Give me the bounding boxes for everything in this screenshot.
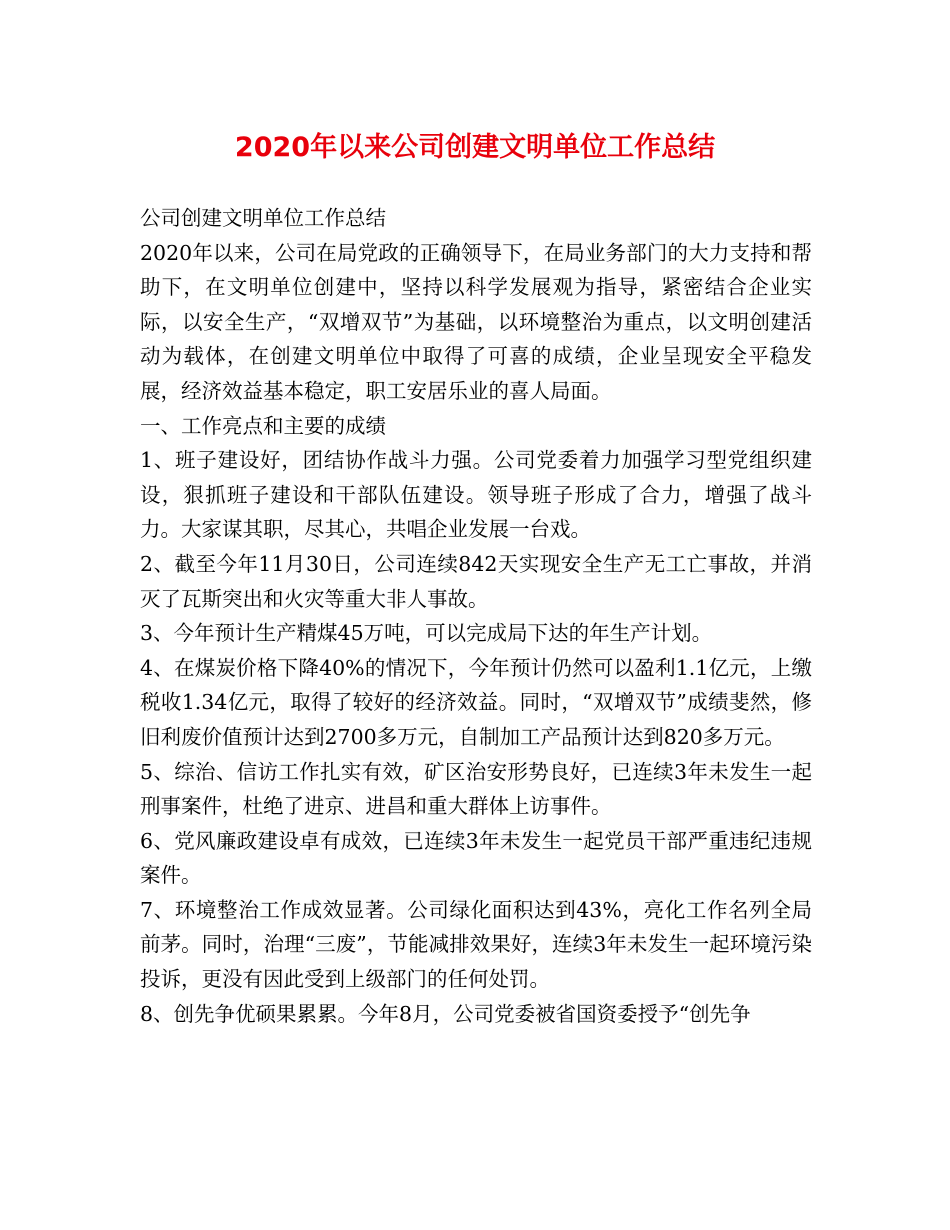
list-item: 7、环境整治工作成效显著。公司绿化面积达到43%，亮化工作名列全局前茅。同时，治理“三废”，节能减排效果好，连续3年未发生一起环境污染投诉，更没有因此受到上级部门的任何处罚。 <box>140 897 812 992</box>
list-item: 5、综治、信访工作扎实有效，矿区治安形势良好，已连续3年未发生一起刑事案件，杜绝了进京、进昌和重大群体上访事件。 <box>140 759 812 819</box>
document-body <box>140 201 812 1031</box>
list-item: 6、党风廉政建设卓有成效，已连续3年未发生一起党员干部严重违纪违规案件。 <box>140 828 812 888</box>
paragraph-subtitle: 公司创建文明单位工作总结 <box>140 206 386 230</box>
section-heading: 一、工作亮点和主要的成绩 <box>140 413 386 438</box>
list-item: 2、截至今年11月30日，公司连续842天实现安全生产无工亡事故，并消灭了瓦斯突出和火灾等重大非人事故。 <box>140 551 812 611</box>
paragraph-intro: 2020年以来，公司在局党政的正确领导下，在局业务部门的大力支持和帮助下，在文明单位创建中，坚持以科学发展观为指导，紧密结合企业实际，以安全生产，“双增双节”为基础，以环境整治为重点，以文明创建活动为载体，在创建文明单位中取得了可喜的成绩，企业呈现安全平稳发展，经济效益基本稳定，职工安居乐业的喜人局面。 <box>140 240 812 403</box>
list-item: 4、在煤炭价格下降40%的情况下，今年预计仍然可以盈利1.1亿元，上缴税收1.34亿元，取得了较好的经济效益。同时，“双增双节”成绩斐然，修旧利废价值预计达到2700多万元，自制加工产品预计达到820多万元。 <box>140 655 812 749</box>
list-item: 1、班子建设好，团结协作战斗力强。公司党委着力加强学习型党组织建设，狠抓班子建设和干部队伍建设。领导班子形成了合力，增强了战斗力。大家谋其职，尽其心，共唱企业发展一台戏。 <box>140 448 812 542</box>
list-item: 3、今年预计生产精煤45万吨，可以完成局下达的年生产计划。 <box>140 621 713 646</box>
list-item: 8、创先争优硕果累累。今年8月，公司党委被省国资委授予“创先争 <box>140 1001 751 1026</box>
document-title: 2020年以来公司创建文明单位工作总结 <box>234 132 716 163</box>
